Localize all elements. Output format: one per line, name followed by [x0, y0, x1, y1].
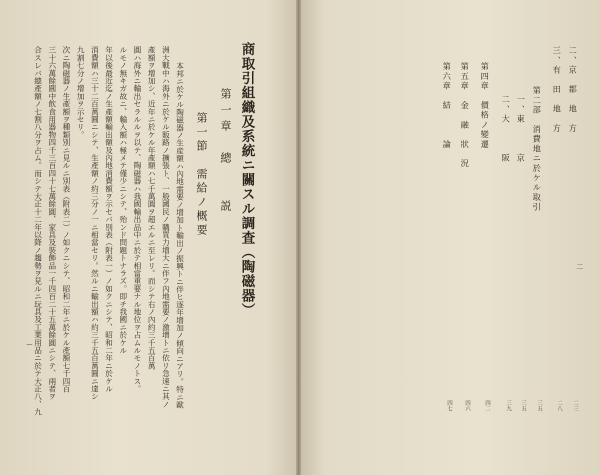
document-title: 商取引組織及系統ニ關スル調査（陶磁器） — [238, 42, 255, 318]
body-line: 產額ヲ增加シ、近年ニ於ケル年產額ハ七千萬圓ヲ超エルニ至レリ。而シテ右ノ內約三千五百萬 — [147, 46, 157, 370]
toc-entry-label: 第二部 消費地ニ於ケル取引 — [532, 86, 543, 213]
body-line: 三十六萬餘圓中飲食用器物四千三百四十七萬餘圓、家具及裝飾品一千四百二十五萬餘圓ニシテ、兩者ヲ — [47, 46, 57, 401]
chapter-heading: 第一章 總 説 — [219, 88, 232, 216]
toc-entry-page: 三五 — [520, 400, 526, 411]
body-line: 圓ハ海外ニ輸出セラルルヲ以テ、陶磁器ハ我國輸出品中ニ於テ相當重要ナル地位ヲ占ムルモノトス。 — [132, 46, 142, 393]
toc-entry-label: 三、有 田 地 方 — [552, 46, 563, 134]
toc-entry-page: 四二 — [484, 400, 490, 411]
body-line: 合スレバ總產額ノ七割八分ヲ占ム。而シテ大正十二年以降ノ趨勢ヲ見ルニ玩具及工業用品ニ於テ大正八、九 — [33, 46, 43, 416]
toc-entry-page: 二八 — [556, 400, 562, 411]
left-page — [0, 0, 296, 475]
toc-entry-page: 四六 — [464, 400, 470, 411]
body-line: 九割七分ノ增加ヲ示セリ。 — [76, 46, 86, 139]
toc-entry-label: 第五章 金 融 狀 況 — [460, 62, 471, 169]
body-line: 年以後最近迄ノ生產額輸出額及內地消費額ヲ示セバ別表（附表一）ノ如クニシテ、昭和二年ニ於ケル — [104, 46, 114, 393]
left-page-mark: ー — [26, 341, 33, 349]
toc-entry-label: 二、京 都 地 方 — [568, 46, 579, 134]
section-heading: 第一節 需給ノ概要 — [195, 112, 208, 238]
toc-entry-label: 第六章 結 論 — [442, 62, 453, 150]
toc-entry-page: 二三 — [572, 400, 578, 411]
toc-entry-page: 四七 — [446, 400, 452, 411]
toc-entry-label: 二、大 阪 — [501, 95, 512, 163]
body-line: ルモノ無キガ故ニ、輸入額ハ極メテ僅少ニシテ、殆ンド問題トナラズ。即チ我國ニ於ケル — [118, 46, 128, 354]
toc-entry-label: 一、東 京 — [516, 95, 527, 163]
toc-entry-page: 三九 — [505, 400, 511, 411]
body-line: 次ニ陶磁器ノ生產額ヲ種類別ニ見ルニ別表（附表二）ノ如クニシテ、昭和二年ニ於ケル產額七千四百 — [61, 46, 71, 393]
body-line: 洲大戰中ハ海外ニ於ケル販路ノ擴張ト、一般國民ノ購買力增大ニ伴フ內地需要ノ激增トニ依リ急速ニ其ノ — [161, 46, 171, 408]
page-number: 二 — [576, 263, 583, 271]
body-line: 消費額ハ三十二百萬圓ニシテ、生產額ノ約三分ノ一ニ相當セリ。然ルニ輸出額ハ約三千五百萬圓ニ達シ — [90, 46, 100, 401]
body-line: 本邦ニ於ケル陶磁器ノ生産額ハ內地需要ノ增加ト輸出ノ振興トニ伴ヒ逐年增加ノ傾向ニアリ。特ニ歐 — [175, 62, 185, 409]
toc-entry-page: 三五 — [536, 400, 542, 411]
right-page — [301, 0, 600, 475]
toc-entry-label: 第四章 價格ノ變遷 — [480, 62, 491, 150]
